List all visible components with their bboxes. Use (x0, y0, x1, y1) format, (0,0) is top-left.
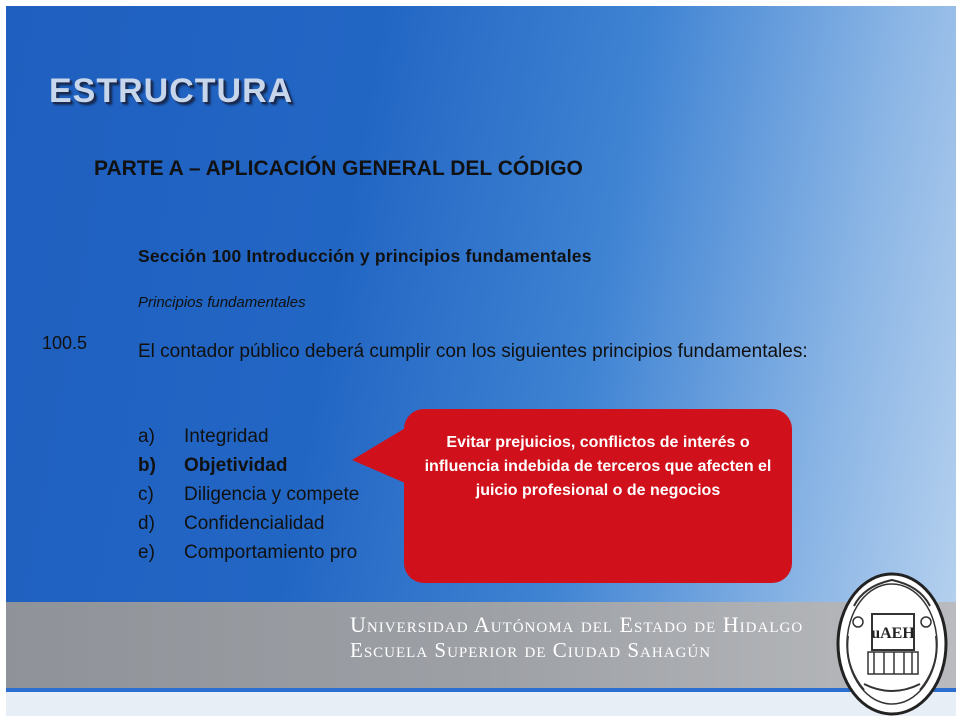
list-label: Objetividad (184, 455, 288, 476)
principles-list (138, 426, 359, 571)
university-seal-logo (834, 566, 954, 716)
school-name: Escuela Superior de Ciudad Sahagún (350, 638, 712, 662)
list-label: Comportamiento pro (184, 542, 358, 563)
slide-title: ESTRUCTURA (49, 72, 294, 110)
list-label: Integridad (184, 426, 269, 447)
svg-text:uAEH: uAEH (871, 625, 915, 642)
section-heading: Sección 100 Introducción y principios fundamentales (138, 246, 592, 266)
list-letter: d) (138, 513, 155, 534)
list-item (138, 426, 359, 455)
list-item (138, 542, 359, 571)
footer-strip (6, 692, 956, 716)
list-letter: b) (138, 455, 156, 476)
part-heading: PARTE A – APLICACIÓN GENERAL DEL CÓDIGO (94, 157, 583, 180)
list-item (138, 484, 359, 513)
list-item (138, 513, 359, 542)
list-letter: e) (138, 542, 155, 563)
callout-box (404, 409, 792, 583)
paragraph-text: El contador público deberá cumplir con los siguientes principios fundamentales: (138, 341, 808, 362)
university-name: Universidad Autónoma del Estado de Hidalgo (350, 612, 804, 637)
callout-text: Evitar prejuicios, conflictos de interés o influencia indebida de terceros que afecten el juicio profesional o de negocios (424, 434, 772, 499)
list-item (138, 455, 359, 484)
subheading: Principios fundamentales (138, 294, 306, 311)
paragraph-number: 100.5 (42, 333, 88, 353)
list-letter: c) (138, 484, 154, 505)
list-label: Confidencialidad (184, 513, 325, 534)
list-letter: a) (138, 426, 155, 447)
slide (6, 6, 956, 716)
callout-pointer (352, 424, 412, 494)
list-label: Diligencia y compete (184, 484, 360, 505)
